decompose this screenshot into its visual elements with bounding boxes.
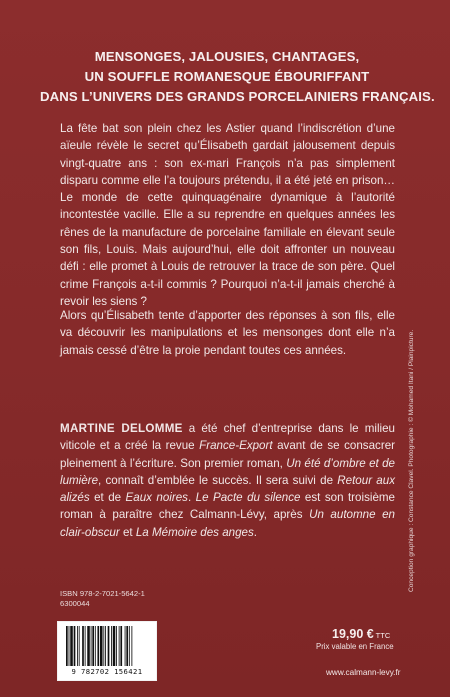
synopsis-paragraph-1: La fête bat son plein chez les Astier quand l’indiscrétion d’une aïeule révèle le secret qu’Élisabeth gardait jalousement depuis vingt-quatre ans : son ex-mari François n’a pas simplement disparu comme elle l’a toujours prétendu, il a été jeté en prison… Le monde de cette quinquagénaire dynamique à l’autorité incontestée vacille. Elle a su reprendre en quelques années les rênes de la manufacture de porcelaine familiale en élevant seule son fils, Louis. Mais aujourd’hui, elle doit affronter un nouveau défi : elle promet à Louis de retrouver la trace de son père. Quel crime François a-t-il commis ? Pourquoi n’a-t-il jamais cherché à revoir les siens ? [60,122,395,308]
price-tax: TTC [373,631,391,640]
bio-text: , connaît d’emblée le succès. Il sera suivi de [98,473,338,487]
bio-text: avant de se consacrer pleinement à l’écriture. Son premier roman, [60,439,395,470]
book-title: Un automne en clair-obscur [60,508,395,539]
book-title: Eaux noires [125,491,188,505]
product-code: 6300044 [60,599,90,608]
author-bio [60,420,395,541]
book-title: Retour aux alizés [60,473,395,505]
publisher-website[interactable]: www.calmann-levy.fr [326,668,401,677]
tagline [40,47,435,107]
bio-text: . [187,491,196,505]
tagline-line-2: UN SOUFFLE ROMANESQUE ÉBOURIFFANT [84,69,370,84]
isbn-block [60,589,145,609]
bio-text: et de [89,491,126,505]
author-name: MARTINE DELOMME [60,422,183,435]
price-amount: 19,90 € [332,627,374,641]
tagline-line-1: MENSONGES, JALOUSIES, CHANTAGES, [94,49,360,64]
bio-text: et [119,525,136,539]
bio-text: a été chef d’entreprise dans le milieu viticole et a créé la revue [60,422,395,453]
magazine-title: France-Export [199,439,273,453]
price [332,627,390,641]
synopsis-paragraph-2: Alors qu’Élisabeth tente d’apporter des réponses à son fils, elle va découvrir les manipulations et les mensonges dont elle n’a jamais cessé d’être la proie pendant toutes ces années. [60,309,395,357]
barcode [57,621,157,681]
book-title: Un été d’ombre et de lumière [60,456,395,487]
isbn-number: ISBN 978-2-7021-5642-1 [60,589,145,598]
design-credits: Conception graphique : Constance Clavel. Photographie : © Mohamed Itani / Plainpicture. [408,329,415,592]
bio-text: . [253,525,258,539]
bio-text: est son troisième roman à paraître chez Calmann-Lévy, après [60,491,395,522]
barcode-bars-icon [64,626,150,668]
barcode-digits: 9 782702 156421 [71,667,143,676]
price-validity: Prix valable en France [316,642,394,651]
book-title: Le Pacte du silence [195,491,301,505]
tagline-line-3: DANS L’UNIVERS DES GRANDS PORCELAINIERS FRANÇAIS. [40,89,435,104]
book-title: La Mémoire des anges [135,525,254,539]
